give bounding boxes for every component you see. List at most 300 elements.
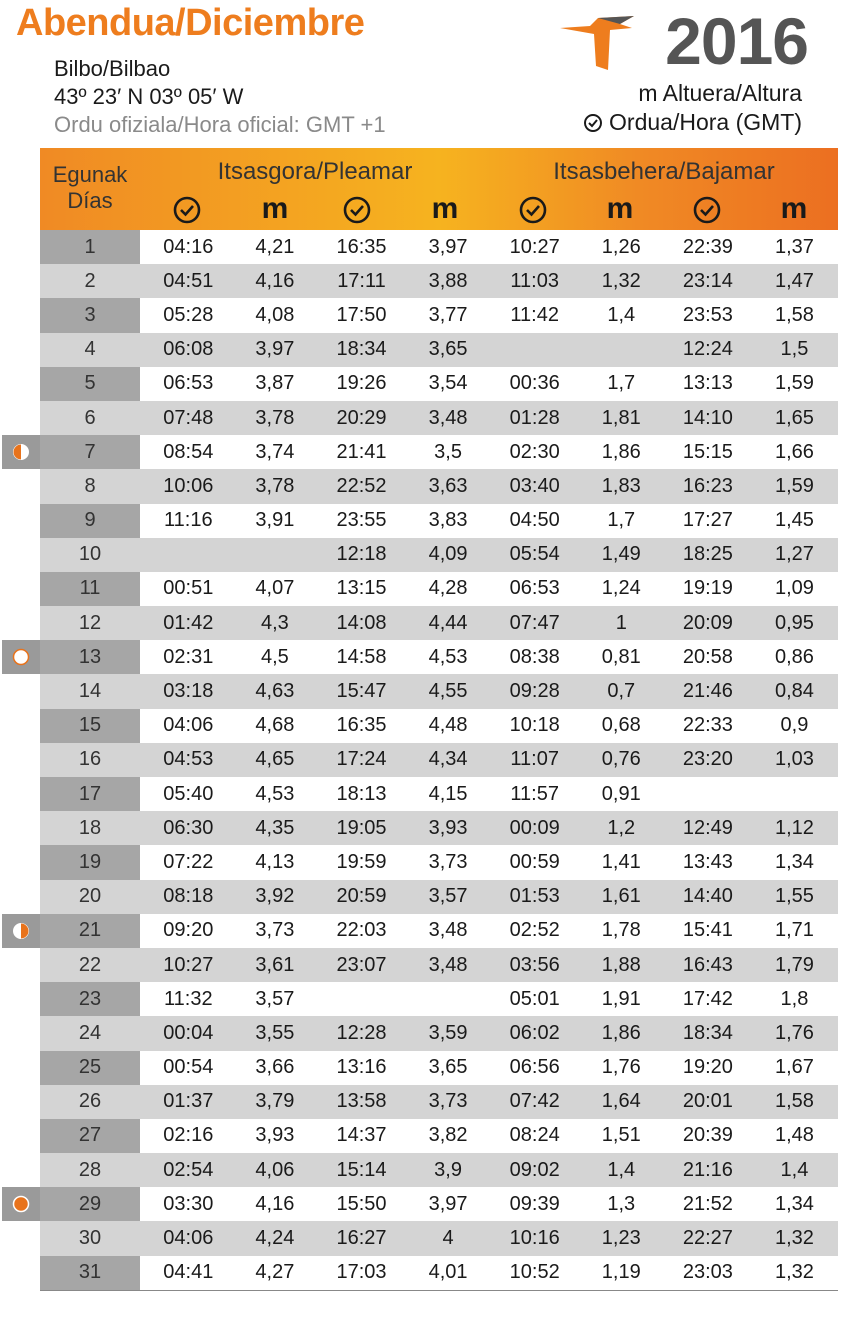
day-number: 2 bbox=[84, 269, 96, 292]
low2-time: 20:39 bbox=[682, 1124, 733, 1147]
low2-height: 1,67 bbox=[774, 1056, 814, 1079]
low1-height: 1,86 bbox=[601, 440, 641, 463]
low2-height: 0,84 bbox=[774, 680, 814, 703]
high2-time: 15:14 bbox=[336, 1158, 387, 1181]
day-number: 6 bbox=[84, 406, 96, 429]
high1-time: 04:53 bbox=[163, 748, 214, 771]
low1-time: 06:53 bbox=[509, 577, 560, 600]
high1-time: 01:37 bbox=[163, 1090, 214, 1113]
high1-height: 3,61 bbox=[255, 953, 295, 976]
low2-time: 13:13 bbox=[682, 372, 733, 395]
tide-table bbox=[40, 230, 838, 1291]
low1-time: 09:39 bbox=[509, 1192, 560, 1215]
day-number: 18 bbox=[78, 816, 102, 839]
table-row bbox=[40, 401, 838, 435]
high2-height: 3,5 bbox=[434, 440, 462, 463]
high2-time: 18:34 bbox=[336, 338, 387, 361]
high2-height: 3,97 bbox=[428, 235, 468, 258]
day-number: 26 bbox=[78, 1090, 102, 1113]
days-header: Egunak Días bbox=[52, 162, 128, 213]
high2-time: 17:03 bbox=[336, 1261, 387, 1284]
high1-height: 3,66 bbox=[255, 1056, 295, 1079]
high2-time: 14:58 bbox=[336, 645, 387, 668]
low2-height: 1,58 bbox=[774, 303, 814, 326]
high1-height: 4,06 bbox=[255, 1158, 295, 1181]
low2-height: 1,59 bbox=[774, 474, 814, 497]
low1-height: 1,4 bbox=[607, 1158, 636, 1181]
low2-time: 23:03 bbox=[682, 1261, 733, 1284]
low2-time: 15:41 bbox=[682, 919, 733, 942]
low1-time: 01:53 bbox=[509, 885, 560, 908]
high2-height: 3,65 bbox=[428, 338, 468, 361]
low1-height: 1,41 bbox=[601, 850, 641, 873]
high2-time: 14:37 bbox=[336, 1124, 387, 1147]
high1-height: 4,08 bbox=[255, 303, 295, 326]
table-row bbox=[40, 469, 838, 503]
high2-time: 16:27 bbox=[336, 1227, 387, 1250]
high2-height: 4,28 bbox=[428, 577, 468, 600]
high1-time: 03:18 bbox=[163, 680, 214, 703]
high2-time: 20:59 bbox=[336, 885, 387, 908]
low1-time: 00:36 bbox=[509, 372, 560, 395]
low2-time: 21:46 bbox=[682, 680, 733, 703]
high1-height: 3,57 bbox=[255, 987, 295, 1010]
table-row bbox=[40, 709, 838, 743]
swallow-logo-icon bbox=[560, 14, 638, 72]
low2-time: 16:43 bbox=[682, 953, 733, 976]
low1-time: 11:57 bbox=[510, 782, 559, 805]
low1-time: 11:03 bbox=[510, 269, 559, 292]
high2-time: 17:50 bbox=[336, 303, 387, 326]
day-number: 14 bbox=[78, 680, 102, 703]
low1-time: 09:02 bbox=[509, 1158, 560, 1181]
low1-time: 11:42 bbox=[510, 303, 559, 326]
time-column-header bbox=[664, 192, 750, 226]
low1-height: 1,32 bbox=[601, 269, 641, 292]
day-number: 25 bbox=[40, 1051, 140, 1085]
high2-height: 3,93 bbox=[428, 816, 468, 839]
high1-height: 3,93 bbox=[255, 1124, 295, 1147]
table-row bbox=[40, 1221, 838, 1255]
high1-time: 08:18 bbox=[163, 885, 214, 908]
high2-height: 3,73 bbox=[428, 850, 468, 873]
low2-height: 0,95 bbox=[774, 611, 814, 634]
day-number: 15 bbox=[40, 709, 140, 743]
year: 2016 bbox=[665, 4, 808, 78]
high2-time: 21:41 bbox=[336, 440, 387, 463]
high1-height: 4,21 bbox=[255, 235, 295, 258]
timezone-note: Ordu ofiziala/Hora oficial: GMT +1 bbox=[54, 112, 386, 137]
high1-time: 11:32 bbox=[164, 987, 213, 1010]
high1-height: 3,73 bbox=[255, 919, 295, 942]
day-number: 27 bbox=[40, 1119, 140, 1153]
low2-height: 1,71 bbox=[774, 919, 814, 942]
low1-time: 01:28 bbox=[509, 406, 560, 429]
high1-height: 4,53 bbox=[255, 782, 295, 805]
table-row bbox=[40, 982, 838, 1016]
high1-height: 4,13 bbox=[255, 850, 295, 873]
high2-height: 3,65 bbox=[428, 1056, 468, 1079]
low1-time: 11:07 bbox=[510, 748, 559, 771]
low1-time: 07:42 bbox=[509, 1090, 560, 1113]
low1-time: 00:59 bbox=[509, 850, 560, 873]
high2-time: 17:11 bbox=[337, 269, 386, 292]
high2-height: 3,57 bbox=[428, 885, 468, 908]
day-number: 4 bbox=[84, 338, 96, 361]
low1-time: 06:02 bbox=[509, 1021, 560, 1044]
height-column-header: m bbox=[431, 192, 459, 225]
day-number: 9 bbox=[40, 504, 140, 538]
table-row bbox=[40, 435, 838, 469]
low1-time: 10:52 bbox=[509, 1261, 560, 1284]
high1-time: 06:08 bbox=[163, 338, 214, 361]
table-row bbox=[40, 880, 838, 914]
high2-time: 17:24 bbox=[336, 748, 387, 771]
low1-height: 1,23 bbox=[601, 1227, 641, 1250]
high2-height: 4 bbox=[442, 1227, 454, 1250]
high1-height: 3,87 bbox=[255, 372, 295, 395]
place-name: Bilbo/Bilbao bbox=[54, 56, 171, 81]
high2-height: 3,48 bbox=[428, 406, 468, 429]
low2-height: 1,03 bbox=[774, 748, 814, 771]
high1-height: 4,68 bbox=[255, 714, 295, 737]
high2-height: 3,48 bbox=[428, 919, 468, 942]
high1-time: 00:54 bbox=[163, 1056, 214, 1079]
low1-height: 1,19 bbox=[601, 1261, 641, 1284]
high1-time: 05:28 bbox=[163, 303, 214, 326]
high2-time: 12:28 bbox=[336, 1021, 387, 1044]
day-number: 19 bbox=[40, 845, 140, 879]
low2-time: 21:52 bbox=[682, 1192, 733, 1215]
high1-height: 4,16 bbox=[255, 269, 295, 292]
low1-height: 1,91 bbox=[601, 987, 641, 1010]
high1-height: 4,35 bbox=[255, 816, 295, 839]
height-column-header: m bbox=[261, 192, 289, 225]
low2-height: 1,48 bbox=[774, 1124, 814, 1147]
high2-time: 13:58 bbox=[336, 1090, 387, 1113]
last-quarter-moon-icon bbox=[2, 914, 40, 948]
height-column-header: m bbox=[606, 192, 634, 225]
low2-time: 12:24 bbox=[682, 338, 733, 361]
high1-time: 04:06 bbox=[163, 714, 214, 737]
high2-height: 4,01 bbox=[428, 1261, 468, 1284]
high2-time: 22:52 bbox=[336, 474, 387, 497]
low1-time: 06:56 bbox=[509, 1056, 560, 1079]
low1-height: 1,86 bbox=[601, 1021, 641, 1044]
table-row bbox=[40, 572, 838, 606]
table-row bbox=[40, 845, 838, 879]
table-row bbox=[40, 811, 838, 845]
low2-height: 1,32 bbox=[774, 1261, 814, 1284]
low1-time: 00:09 bbox=[509, 816, 560, 839]
low2-time: 14:40 bbox=[682, 885, 733, 908]
high2-height: 3,48 bbox=[428, 953, 468, 976]
low1-height: 1,24 bbox=[601, 577, 641, 600]
high2-height: 3,88 bbox=[428, 269, 468, 292]
table-row bbox=[40, 606, 838, 640]
table-row bbox=[40, 1256, 838, 1290]
high2-time: 19:05 bbox=[336, 816, 387, 839]
day-number: 7 bbox=[40, 435, 140, 469]
day-number: 30 bbox=[78, 1227, 102, 1250]
low1-height: 1,26 bbox=[601, 235, 641, 258]
high2-height: 4,09 bbox=[428, 543, 468, 566]
day-number: 24 bbox=[78, 1021, 102, 1044]
low1-height: 1,83 bbox=[601, 474, 641, 497]
day-number: 10 bbox=[78, 543, 102, 566]
high1-time: 06:53 bbox=[163, 372, 214, 395]
day-number: 31 bbox=[40, 1256, 140, 1290]
low2-height: 1,09 bbox=[774, 577, 814, 600]
table-row bbox=[40, 777, 838, 811]
day-number: 12 bbox=[78, 611, 102, 634]
full-moon-icon bbox=[2, 640, 40, 674]
low1-time: 03:56 bbox=[509, 953, 560, 976]
high2-time: 23:07 bbox=[336, 953, 387, 976]
low1-height: 1,51 bbox=[601, 1124, 641, 1147]
new-moon-icon bbox=[2, 1187, 40, 1221]
high2-height: 3,63 bbox=[428, 474, 468, 497]
day-number: 3 bbox=[40, 298, 140, 332]
high2-time: 22:03 bbox=[336, 919, 387, 942]
low2-time: 18:34 bbox=[682, 1021, 733, 1044]
high1-height: 4,07 bbox=[255, 577, 295, 600]
high2-time: 16:35 bbox=[336, 714, 387, 737]
first-quarter-moon-icon bbox=[2, 435, 40, 469]
low1-height: 0,81 bbox=[601, 645, 641, 668]
low2-time: 21:16 bbox=[682, 1158, 733, 1181]
high1-height: 3,91 bbox=[255, 509, 295, 532]
high1-height: 3,79 bbox=[255, 1090, 295, 1113]
low1-height: 1,76 bbox=[601, 1056, 641, 1079]
low2-height: 1,8 bbox=[780, 987, 809, 1010]
low1-height: 0,7 bbox=[607, 680, 636, 703]
high1-time: 02:16 bbox=[163, 1124, 214, 1147]
table-row bbox=[40, 1153, 838, 1187]
high2-time: 15:47 bbox=[336, 680, 387, 703]
high2-height: 4,48 bbox=[428, 714, 468, 737]
low2-height: 1,76 bbox=[774, 1021, 814, 1044]
low2-height: 1,45 bbox=[774, 509, 814, 532]
low2-height: 1,79 bbox=[774, 953, 814, 976]
table-row bbox=[40, 1187, 838, 1221]
low2-height: 0,86 bbox=[774, 645, 814, 668]
low2-height: 1,34 bbox=[774, 850, 814, 873]
low2-height: 1,55 bbox=[774, 885, 814, 908]
clock-icon bbox=[692, 195, 722, 225]
high1-height: 3,92 bbox=[255, 885, 295, 908]
low2-height: 1,65 bbox=[774, 406, 814, 429]
low1-time: 02:30 bbox=[509, 440, 560, 463]
high1-height: 3,78 bbox=[255, 406, 295, 429]
day-number: 20 bbox=[78, 885, 102, 908]
day-number: 22 bbox=[78, 953, 102, 976]
high2-time: 15:50 bbox=[336, 1192, 387, 1215]
low1-height: 1,81 bbox=[601, 406, 641, 429]
low2-height: 1,66 bbox=[774, 440, 814, 463]
low2-height: 1,58 bbox=[774, 1090, 814, 1113]
low2-time: 20:09 bbox=[682, 611, 733, 634]
clock-icon bbox=[172, 195, 202, 225]
low1-time: 10:16 bbox=[509, 1227, 560, 1250]
low1-height: 1,2 bbox=[607, 816, 636, 839]
day-number: 23 bbox=[40, 982, 140, 1016]
low2-time: 17:27 bbox=[682, 509, 733, 532]
low2-height: 1,27 bbox=[774, 543, 814, 566]
low2-time: 12:49 bbox=[682, 816, 733, 839]
low1-height: 1,7 bbox=[607, 372, 636, 395]
high2-height: 4,53 bbox=[428, 645, 468, 668]
low2-height: 1,32 bbox=[774, 1227, 814, 1250]
low-tide-header: Itsasbehera/Bajamar bbox=[553, 158, 775, 185]
low2-height: 1,34 bbox=[774, 1192, 814, 1215]
high1-height: 4,63 bbox=[255, 680, 295, 703]
high2-height: 4,34 bbox=[428, 748, 468, 771]
high1-time: 07:22 bbox=[163, 850, 214, 873]
high1-time: 04:06 bbox=[163, 1227, 214, 1250]
high1-height: 4,3 bbox=[260, 611, 289, 634]
low1-height: 1 bbox=[615, 611, 627, 634]
high1-time: 03:30 bbox=[163, 1192, 214, 1215]
table-row bbox=[40, 298, 838, 332]
table-row bbox=[40, 948, 838, 982]
time-unit-label: Ordua/Hora (GMT) bbox=[609, 109, 802, 135]
low2-height: 1,47 bbox=[774, 269, 814, 292]
table-row bbox=[40, 538, 838, 572]
low1-time: 05:54 bbox=[509, 543, 560, 566]
high1-time: 04:16 bbox=[163, 235, 214, 258]
low1-time: 10:27 bbox=[509, 235, 560, 258]
low2-height: 1,12 bbox=[774, 816, 814, 839]
table-row bbox=[40, 674, 838, 708]
low1-height: 1,61 bbox=[601, 885, 641, 908]
height-column-header: m bbox=[780, 192, 808, 225]
high1-time: 09:20 bbox=[163, 919, 214, 942]
low2-time: 22:39 bbox=[682, 235, 733, 258]
clock-icon bbox=[342, 195, 372, 225]
low1-height: 1,4 bbox=[607, 303, 636, 326]
low1-time: 05:01 bbox=[509, 987, 560, 1010]
table-row bbox=[40, 640, 838, 674]
low1-height: 0,91 bbox=[601, 782, 641, 805]
high1-time: 08:54 bbox=[163, 440, 214, 463]
high1-height: 4,65 bbox=[255, 748, 295, 771]
day-number: 29 bbox=[40, 1187, 140, 1221]
table-row bbox=[40, 264, 838, 298]
high1-time: 00:04 bbox=[163, 1021, 214, 1044]
low1-time: 02:52 bbox=[509, 919, 560, 942]
high2-time: 12:18 bbox=[336, 543, 387, 566]
high2-time: 16:35 bbox=[336, 235, 387, 258]
table-row bbox=[40, 743, 838, 777]
low2-height: 1,4 bbox=[780, 1158, 809, 1181]
high1-height: 4,27 bbox=[255, 1261, 295, 1284]
high2-height: 4,44 bbox=[428, 611, 468, 634]
low1-height: 1,64 bbox=[601, 1090, 641, 1113]
low1-time: 09:28 bbox=[509, 680, 560, 703]
day-number: 11 bbox=[40, 572, 140, 606]
low2-time: 23:20 bbox=[682, 748, 733, 771]
high2-time: 19:59 bbox=[336, 850, 387, 873]
high1-time: 04:51 bbox=[163, 269, 214, 292]
table-row bbox=[40, 1051, 838, 1085]
high2-time: 20:29 bbox=[336, 406, 387, 429]
clock-icon bbox=[583, 113, 603, 133]
low1-height: 1,3 bbox=[607, 1192, 636, 1215]
high1-height: 4,16 bbox=[255, 1192, 295, 1215]
low1-height: 1,88 bbox=[601, 953, 641, 976]
high2-time: 19:26 bbox=[336, 372, 387, 395]
high1-time: 07:48 bbox=[163, 406, 214, 429]
table-row bbox=[40, 1016, 838, 1050]
high1-height: 3,55 bbox=[255, 1021, 295, 1044]
table-row bbox=[40, 333, 838, 367]
day-number: 1 bbox=[40, 230, 140, 264]
high1-time: 06:30 bbox=[163, 816, 214, 839]
low2-height: 1,37 bbox=[774, 235, 814, 258]
high2-height: 3,73 bbox=[428, 1090, 468, 1113]
low1-time: 08:24 bbox=[509, 1124, 560, 1147]
table-row bbox=[40, 1085, 838, 1119]
low2-time: 14:10 bbox=[682, 406, 733, 429]
day-number: 17 bbox=[40, 777, 140, 811]
month-title: Abendua/Diciembre bbox=[16, 2, 365, 44]
high1-height: 3,74 bbox=[255, 440, 295, 463]
high-tide-header: Itsasgora/Pleamar bbox=[217, 158, 413, 185]
day-number: 21 bbox=[40, 914, 140, 948]
high2-height: 3,83 bbox=[428, 509, 468, 532]
high1-time: 10:27 bbox=[163, 953, 214, 976]
low1-height: 1,49 bbox=[601, 543, 641, 566]
low2-time: 13:43 bbox=[682, 850, 733, 873]
high1-time: 10:06 bbox=[163, 474, 214, 497]
high1-height: 4,5 bbox=[260, 645, 289, 668]
high2-time: 13:16 bbox=[336, 1056, 387, 1079]
high1-time: 11:16 bbox=[164, 509, 213, 532]
table-row bbox=[40, 367, 838, 401]
low1-time: 07:47 bbox=[509, 611, 560, 634]
low2-time: 20:58 bbox=[682, 645, 733, 668]
time-column-header bbox=[490, 192, 576, 226]
low2-time: 15:15 bbox=[682, 440, 733, 463]
table-row bbox=[40, 1119, 838, 1153]
day-number: 28 bbox=[78, 1158, 102, 1181]
high2-height: 3,54 bbox=[428, 372, 468, 395]
high1-time: 01:42 bbox=[163, 611, 214, 634]
day-number: 8 bbox=[84, 474, 96, 497]
table-row bbox=[40, 504, 838, 538]
low1-time: 04:50 bbox=[509, 509, 560, 532]
high1-time: 02:31 bbox=[163, 645, 214, 668]
high2-height: 4,55 bbox=[428, 680, 468, 703]
low1-height: 1,78 bbox=[601, 919, 641, 942]
high1-time: 05:40 bbox=[163, 782, 214, 805]
low1-height: 0,76 bbox=[601, 748, 641, 771]
high1-time: 00:51 bbox=[163, 577, 214, 600]
high2-time: 23:55 bbox=[336, 509, 387, 532]
low2-time: 16:23 bbox=[682, 474, 733, 497]
low2-time: 17:42 bbox=[682, 987, 733, 1010]
day-number: 16 bbox=[78, 748, 102, 771]
time-column-header bbox=[144, 192, 230, 226]
low1-time: 03:40 bbox=[509, 474, 560, 497]
high2-height: 3,9 bbox=[434, 1158, 462, 1181]
height-unit-legend: m Altuera/Altura bbox=[638, 80, 802, 106]
day-number: 13 bbox=[40, 640, 140, 674]
high1-height: 3,97 bbox=[255, 338, 295, 361]
time-column-header bbox=[314, 192, 400, 226]
low2-time: 20:01 bbox=[682, 1090, 733, 1113]
